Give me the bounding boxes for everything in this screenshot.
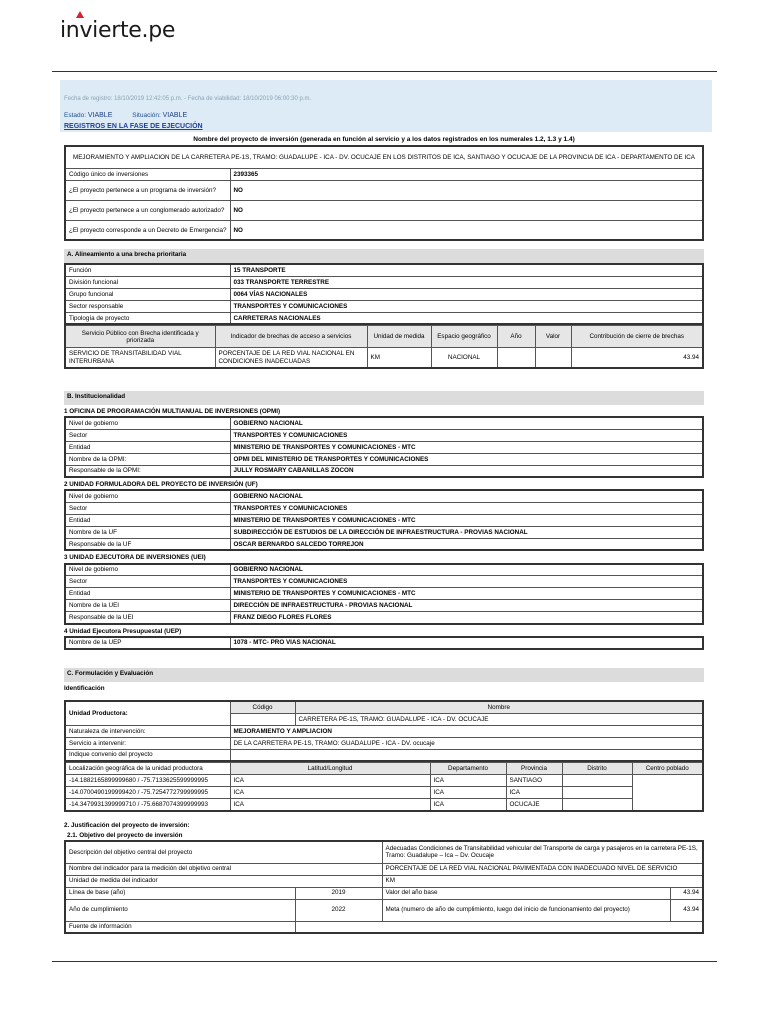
row-label: Unidad de medida del indicador bbox=[65, 875, 382, 887]
valor-base: 43.94 bbox=[671, 887, 703, 899]
codigo-header: Código bbox=[230, 701, 295, 713]
table-row bbox=[65, 220, 703, 240]
row-value: JULLY ROSMARY CABANILLAS ZOCON bbox=[230, 465, 703, 477]
brecha-header: Espacio geográfico bbox=[431, 326, 497, 348]
localizacion-header: Distrito bbox=[562, 763, 632, 775]
table-row bbox=[65, 875, 703, 887]
row-value: NO bbox=[230, 180, 703, 200]
table-row bbox=[65, 276, 703, 288]
row-value: NO bbox=[230, 220, 703, 240]
registration-dates: Fecha de registro: 18/10/2019 12:42:05 p.m. - Fecha de viabilidad: 18/10/2019 06:00:30 p.m. bbox=[64, 96, 312, 102]
localizacion-label: Localización geográfica de la unidad productora bbox=[65, 763, 230, 775]
opmi-title: 1 OFICINA DE PROGRAMACIÓN MULTIANUAL DE INVERSIONES (OPMI) bbox=[64, 407, 281, 415]
table-row bbox=[65, 514, 703, 526]
row-value: OSCAR BERNARDO SALCEDO TORREJON bbox=[230, 538, 703, 550]
row-label: Indique convenio del proyecto bbox=[65, 749, 230, 761]
estado-label: Estado: bbox=[64, 112, 87, 119]
table-row bbox=[65, 168, 703, 180]
row-value: SUBDIRECCIÓN DE ESTUDIOS DE LA DIRECCIÓN DE INFRAESTRUCTURA - PROVIAS NACIONAL bbox=[230, 526, 703, 538]
row-label: Nombre del indicador para la medición del objetivo central bbox=[65, 863, 382, 875]
table-row bbox=[65, 576, 703, 588]
row-label: Naturaleza de intervención: bbox=[65, 725, 230, 737]
row-value: DE LA CARRETERA PE-1S, TRAMO: GUADALUPE - ICA - DV. ocucaje bbox=[230, 737, 703, 749]
row-label: Nombre de la OPMI: bbox=[65, 453, 230, 465]
row-label: Nombre de la UF bbox=[65, 526, 230, 538]
row-label: Responsable de la OPMI: bbox=[65, 465, 230, 477]
row-label: Entidad bbox=[65, 441, 230, 453]
table-row bbox=[65, 417, 703, 429]
row-label: Descripción del objetivo central del proyecto bbox=[65, 841, 382, 863]
localizacion-cell bbox=[562, 799, 632, 811]
row-label: Tipología de proyecto bbox=[65, 312, 230, 324]
table-row bbox=[65, 588, 703, 600]
localizacion-cell: ICA bbox=[430, 799, 506, 811]
localizacion-table bbox=[64, 762, 704, 812]
top-divider bbox=[52, 71, 717, 72]
row-label: Nombre de la UEI bbox=[65, 600, 230, 612]
situacion-label: Situación: bbox=[132, 112, 161, 119]
row-value: GOBIERNO NACIONAL bbox=[230, 564, 703, 576]
invierte-logo bbox=[60, 18, 175, 43]
row-label: Código único de inversiones bbox=[65, 168, 230, 180]
row-value: GOBIERNO NACIONAL bbox=[230, 417, 703, 429]
table-row bbox=[65, 453, 703, 465]
project-document bbox=[64, 134, 704, 934]
row-value: MINISTERIO DE TRANSPORTES Y COMUNICACIONES - MTC bbox=[230, 441, 703, 453]
row-label: Nombre de la UEP bbox=[65, 637, 230, 649]
row-label: Entidad bbox=[65, 588, 230, 600]
linea-base-year: 2019 bbox=[295, 887, 382, 899]
registros-ejecucion-link[interactable]: REGISTROS EN LA FASE DE EJECUCIÓN bbox=[64, 123, 203, 130]
table-row bbox=[65, 775, 703, 787]
project-name-caption: Nombre del proyecto de inversión (generada en función al servicio y a los datos registrados en los numerales 1.2, 1.3 y 1.4) bbox=[193, 136, 575, 143]
brecha-cell: NACIONAL bbox=[431, 348, 497, 368]
localizacion-cell: ICA bbox=[230, 799, 430, 811]
brecha-header: Año bbox=[497, 326, 535, 348]
localizacion-header: Provincia bbox=[506, 763, 562, 775]
table-row bbox=[65, 200, 703, 220]
table-row bbox=[65, 465, 703, 477]
table-row bbox=[65, 600, 703, 612]
logo-accent-icon bbox=[76, 11, 84, 18]
localizacion-cell bbox=[562, 775, 632, 787]
row-label: División funcional bbox=[65, 276, 230, 288]
row-label: ¿El proyecto pertenece a un programa de inversión? bbox=[65, 180, 230, 200]
status-line bbox=[64, 112, 187, 119]
uf-table bbox=[64, 489, 704, 551]
table-row bbox=[65, 612, 703, 624]
row-value: 2393365 bbox=[230, 168, 703, 180]
project-info-table bbox=[64, 145, 704, 241]
table-row bbox=[65, 300, 703, 312]
localizacion-cell bbox=[562, 787, 632, 799]
row-value: DIRECCIÓN DE INFRAESTRUCTURA - PROVIAS NACIONAL bbox=[230, 600, 703, 612]
table-row bbox=[65, 526, 703, 538]
table-row bbox=[65, 637, 703, 649]
row-label: Sector bbox=[65, 576, 230, 588]
fuente-label: Fuente de información bbox=[65, 921, 295, 933]
row-value: MINISTERIO DE TRANSPORTES Y COMUNICACIONES - MTC bbox=[230, 588, 703, 600]
row-value: CARRETERAS NACIONALES bbox=[230, 312, 703, 324]
localizacion-cell: ICA bbox=[430, 775, 506, 787]
brecha-header: Servicio Público con Brecha identificada y priorizada bbox=[65, 326, 215, 348]
table-row bbox=[65, 538, 703, 550]
row-value: 15 TRANSPORTE bbox=[230, 264, 703, 276]
row-label: Grupo funcional bbox=[65, 288, 230, 300]
row-label: Nivel de gobierno bbox=[65, 417, 230, 429]
fuente-value bbox=[295, 921, 703, 933]
brecha-header: Valor bbox=[535, 326, 571, 348]
meta-label: Meta (numero de año de cumplimiento, luego del inicio de funcionamiento del proyecto) bbox=[382, 899, 671, 921]
valor-base-label: Valor del año base bbox=[382, 887, 671, 899]
row-label: Entidad bbox=[65, 514, 230, 526]
table-row bbox=[65, 799, 703, 811]
section-a-title: A. Alineamiento a una brecha prioritaria bbox=[64, 249, 704, 263]
row-label: Función bbox=[65, 264, 230, 276]
identificacion-title: Identificación bbox=[64, 684, 105, 692]
brecha-cell: 43.94 bbox=[571, 348, 703, 368]
table-row bbox=[65, 787, 703, 799]
table-row bbox=[65, 564, 703, 576]
row-value: OPMI DEL MINISTERIO DE TRANSPORTES Y COMUNICACIONES bbox=[230, 453, 703, 465]
row-value: FRANZ DIEGO FLORES FLORES bbox=[230, 612, 703, 624]
row-value: Adecuadas Condiciones de Transitabilidad vehicular del Transporte de carga y pasajeros en la carretera PE-1S, Tramo: Guadalupe – Ica – Dv. Ocucaje bbox=[382, 841, 703, 863]
table-row bbox=[65, 441, 703, 453]
row-value: TRANSPORTES Y COMUNICACIONES bbox=[230, 300, 703, 312]
alineamiento-table bbox=[64, 263, 704, 325]
row-value: GOBIERNO NACIONAL bbox=[230, 490, 703, 502]
table-row bbox=[65, 725, 703, 737]
estado-value: VIABLE bbox=[87, 112, 113, 119]
row-value: 033 TRANSPORTE TERRESTRE bbox=[230, 276, 703, 288]
localizacion-cell: ICA bbox=[230, 787, 430, 799]
opmi-table bbox=[64, 416, 704, 478]
cumplimiento-label: Año de cumplimiento bbox=[65, 899, 295, 921]
table-row bbox=[65, 288, 703, 300]
row-label: Servicio a intervenir: bbox=[65, 737, 230, 749]
table-row bbox=[65, 312, 703, 324]
linea-base-label: Línea de base (año) bbox=[65, 887, 295, 899]
localizacion-cell: -14.1882165899999680 / -75.7133625599999995 bbox=[65, 775, 230, 787]
brecha-table bbox=[64, 325, 704, 369]
row-label: Responsable de la UEI bbox=[65, 612, 230, 624]
section-b-title: B. Institucionalidad bbox=[64, 391, 704, 405]
row-label: Sector responsable bbox=[65, 300, 230, 312]
brecha-header: Unidad de medida bbox=[367, 326, 431, 348]
uei-table bbox=[64, 563, 704, 625]
table-row bbox=[65, 429, 703, 441]
situacion-value: VIABLE bbox=[162, 112, 188, 119]
table-row bbox=[65, 841, 703, 863]
uep-table bbox=[64, 636, 704, 650]
uep-title: 4 Unidad Ejecutora Presupuestal (UEP) bbox=[64, 627, 182, 635]
nombre-header: Nombre bbox=[295, 701, 703, 713]
brecha-cell: PORCENTAJE DE LA RED VIAL NACIONAL EN CONDICIONES INADECUADAS bbox=[215, 348, 367, 368]
table-row bbox=[65, 863, 703, 875]
table-row bbox=[65, 502, 703, 514]
bottom-divider bbox=[52, 961, 717, 962]
row-value: TRANSPORTES Y COMUNICACIONES bbox=[230, 576, 703, 588]
table-row bbox=[65, 180, 703, 200]
localizacion-cell: ICA bbox=[506, 787, 562, 799]
codigo-value bbox=[230, 713, 295, 725]
brecha-cell bbox=[535, 348, 571, 368]
brecha-cell bbox=[497, 348, 535, 368]
objetivo-subtitle: 2.1. Objetivo del proyecto de inversión bbox=[67, 831, 183, 839]
row-label: Nivel de gobierno bbox=[65, 564, 230, 576]
table-row bbox=[65, 264, 703, 276]
localizacion-cell: ICA bbox=[230, 775, 430, 787]
row-label: Sector bbox=[65, 429, 230, 441]
brecha-header: Contribución de cierre de brechas bbox=[571, 326, 703, 348]
localizacion-cell: -14.0700490199999420 / -75.7254772799999995 bbox=[65, 787, 230, 799]
uei-title: 3 UNIDAD EJECUTORA DE INVERSIONES (UEI) bbox=[64, 554, 206, 562]
localizacion-header: Centro poblado bbox=[632, 763, 703, 775]
row-value: MEJORAMIENTO Y AMPLIACION bbox=[230, 725, 703, 737]
logo-text: invierte.pe bbox=[60, 18, 176, 43]
row-label: ¿El proyecto corresponde a un Decreto de Emergencia? bbox=[65, 220, 230, 240]
uf-title: 2 UNIDAD FORMULADORA DEL PROYECTO DE INVERSIÓN (UF) bbox=[64, 481, 258, 489]
row-value: TRANSPORTES Y COMUNICACIONES bbox=[230, 502, 703, 514]
nombre-value: CARRETERA PE-1S, TRAMO: GUADALUPE - ICA - DV. OCUCAJE bbox=[295, 713, 703, 725]
objetivo-table bbox=[64, 840, 704, 934]
section-c-title: C. Formulación y Evaluación bbox=[64, 668, 704, 682]
row-value bbox=[230, 749, 703, 761]
cumplimiento-year: 2022 bbox=[295, 899, 382, 921]
table-row bbox=[65, 490, 703, 502]
row-value: TRANSPORTES Y COMUNICACIONES bbox=[230, 429, 703, 441]
identificacion-table bbox=[64, 700, 704, 762]
brecha-cell: SERVICIO DE TRANSITABILIDAD VIAL INTERURBANA bbox=[65, 348, 215, 368]
localizacion-header: Latitud/Longitud bbox=[230, 763, 430, 775]
row-label: Sector bbox=[65, 502, 230, 514]
unidad-productora-label: Unidad Productora: bbox=[65, 701, 230, 725]
row-value: MINISTERIO DE TRANSPORTES Y COMUNICACIONES - MTC bbox=[230, 514, 703, 526]
localizacion-cell: -14.3479931399999710 / -75.6687074399999993 bbox=[65, 799, 230, 811]
row-value: 1078 - MTC- PRO VIAS NACIONAL bbox=[230, 637, 703, 649]
table-row bbox=[65, 737, 703, 749]
localizacion-cell: OCUCAJE bbox=[506, 799, 562, 811]
project-name: MEJORAMIENTO Y AMPLIACION DE LA CARRETERA PE-1S, TRAMO: GUADALUPE - ICA - DV. OCUCAJE EN LOS DISTRITOS DE ICA, SANTIAGO Y OCUCAJE DE LA PROVINCIA DE ICA - DEPARTAMENTO DE ICA bbox=[65, 146, 703, 168]
brecha-cell: KM bbox=[367, 348, 431, 368]
row-value: PORCENTAJE DE LA RED VIAL NACIONAL PAVIMENTADA CON INADECUADO NIVEL DE SERVICIO bbox=[382, 863, 703, 875]
row-label: ¿El proyecto pertenece a un conglomerado autorizado? bbox=[65, 200, 230, 220]
localizacion-cell: ICA bbox=[430, 787, 506, 799]
row-value: NO bbox=[230, 200, 703, 220]
row-label: Responsable de la UF bbox=[65, 538, 230, 550]
table-row bbox=[65, 749, 703, 761]
row-label: Nivel de gobierno bbox=[65, 490, 230, 502]
meta-value: 43.94 bbox=[671, 899, 703, 921]
brecha-header: Indicador de brechas de acceso a servicios bbox=[215, 326, 367, 348]
row-value: KM bbox=[382, 875, 703, 887]
localizacion-header: Departamento bbox=[430, 763, 506, 775]
justificacion-title: 2. Justificación del proyecto de inversión: bbox=[64, 821, 190, 829]
localizacion-cell: SANTIAGO bbox=[506, 775, 562, 787]
row-value: 0064 VÍAS NACIONALES bbox=[230, 288, 703, 300]
